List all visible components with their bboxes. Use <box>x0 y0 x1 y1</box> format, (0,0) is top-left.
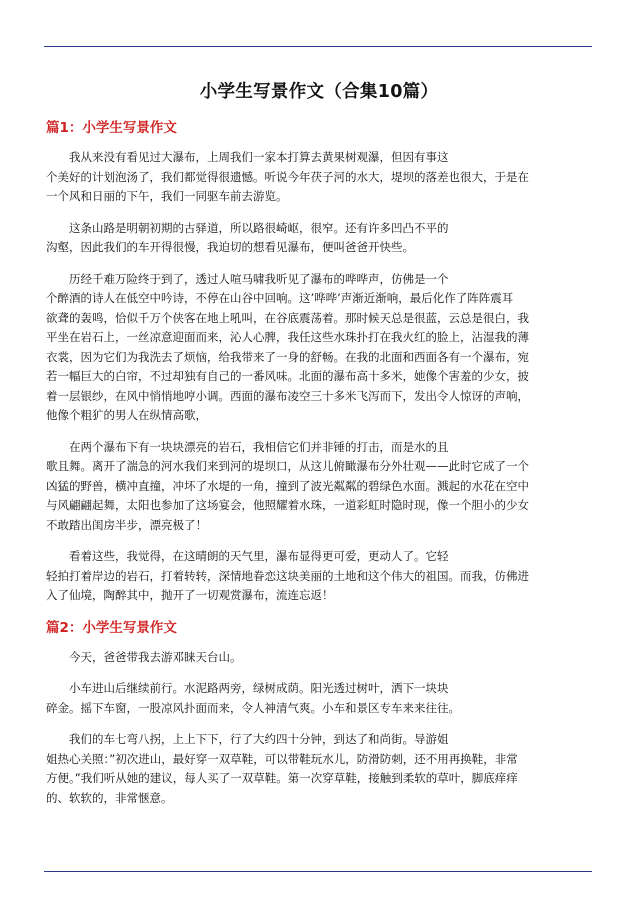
text-line: 若一幅巨大的白帘，不过却独有自己的一番风味。北面的瀑布高十多米，她像个害羞的少女，披 <box>46 369 529 383</box>
text-line: 与风翩翩起舞，太阳也参加了这场宴会，他照耀着水珠，一道彩虹时隐时现，像一个胆小的少女 <box>46 498 529 512</box>
text-line: 碎金。摇下车窗，一股凉风扑面而来，令人神清气爽。小车和景区专车来来往往。 <box>46 700 460 715</box>
text-line: 今天，爸爸带我去游邓睐天台山。 <box>69 649 242 664</box>
paragraph <box>46 219 592 258</box>
text-line: 轻拍打着岸边的岩石，打着转转，深情地眷恋这块美丽的土地和这个伟大的祖国。而我，仿佛进 <box>46 568 529 583</box>
sections-container <box>46 118 592 808</box>
text-line: 方便。”我们听从她的建议，每人买了一双草鞋。第一次穿草鞋，接触到柔软的草叶，脚底痒痒 <box>46 771 518 785</box>
text-line: 入了仙境，陶醉其中，抛开了一切观赏瀑布，流连忘返！ <box>46 588 334 602</box>
text-line: 着一层银纱，在风中悄悄地哼小调。西面的瀑布凌空三十多米飞泻而下，发出令人惊讶的声响， <box>46 388 529 403</box>
paragraph <box>46 679 592 718</box>
text-line: 衣裳，因为它们为我洗去了烦恼，给我带来了一身的舒畅。在我的北面和西面各有一个瀑布，宛 <box>46 349 529 364</box>
text-line: 在两个瀑布下有一块块漂亮的岩石，我相信它们并非锤的打击，而是水的且 <box>69 439 449 454</box>
text-line: 沟壑，因此我们的车开得很慢，我迫切的想看见瀑布，便叫爸爸开快些。 <box>46 240 414 254</box>
paragraph <box>46 148 592 207</box>
document-body <box>46 80 592 820</box>
text-line: 个美好的计划泡汤了，我们都觉得很遗憾。听说今年茯子河的水大，堤坝的落差也很大，于是在 <box>46 169 529 184</box>
text-line: 看着这些，我觉得，在这晴朗的天气里，瀑布显得更可爱，更动人了。它轻 <box>69 549 449 563</box>
text-line: 个醉酒的诗人在低空中吟诗，不停在山谷中回响。这’哗哗’声渐近渐响，最后化作了阵阵震耳 <box>46 291 514 305</box>
document-title: 小学生写景作文（合集10篇） <box>199 82 439 102</box>
top-rule <box>44 46 592 47</box>
text-line: 一个风和日丽的下午，我们一同驱车前去游览。 <box>46 189 288 203</box>
text-line: 这条山路是明朝初期的古驿道，所以路很崎岖，很窄。还有许多凹凸不平的 <box>69 220 449 235</box>
text-line: 小车进山后继续前行。水泥路两旁，绿树成荫。阳光透过树叶，洒下一块块 <box>69 681 449 695</box>
text-line: 我从来没有看见过大瀑布，上周我们一家本打算去黄果树观瀑，但因有事这 <box>69 150 449 164</box>
text-line: 凶猛的野兽，横冲直撞，冲坏了水堤的一角，撞到了波光粼粼的碧绿色水面。溅起的水花在空中 <box>46 478 529 493</box>
paragraph <box>46 648 592 668</box>
text-line: 他像个粗犷的男人在纵情高歌， <box>46 408 207 422</box>
text-line: 我们的车七弯八拐，上上下下，行了大约四十分钟，到达了和尚街。导游姐 <box>69 732 449 746</box>
section-heading: 篇1：小学生写景作文 <box>46 120 177 136</box>
text-line: 姐热心关照：”初次进山，最好穿一双草鞋，可以带鞋玩水儿，防滑防刺，还不用再换鞋，非常 <box>46 751 518 766</box>
text-line: 歌且舞。离开了湍急的河水我们来到河的堤坝口，从这儿俯瞰瀑布分外壮观——此时它成了一个 <box>46 459 529 473</box>
paragraph <box>46 438 592 536</box>
paragraph <box>46 547 592 606</box>
section-heading: 篇2：小学生写景作文 <box>46 619 177 636</box>
text-line: 欲聋的轰鸣，恰似千万个侠客在地上吼叫，在谷底震荡着。那时候天总是很蓝，云总是很白，我 <box>46 310 529 325</box>
paragraph <box>46 730 592 808</box>
text-line: 平坐在岩石上，一丝凉意迎面而来，沁人心脾，我任这些水珠扑打在我火红的脸上，沾湿我的薄 <box>46 330 529 344</box>
text-line: 的、软软的，非常惬意。 <box>46 790 173 805</box>
paragraph <box>46 270 592 426</box>
bottom-rule <box>44 871 592 872</box>
text-line: 不敢踏出闺房半步，漂亮极了！ <box>46 517 207 532</box>
text-line: 历经千难万险终于到了，透过人喧马啸我听见了瀑布的哗哗声，仿佛是一个 <box>69 271 449 286</box>
